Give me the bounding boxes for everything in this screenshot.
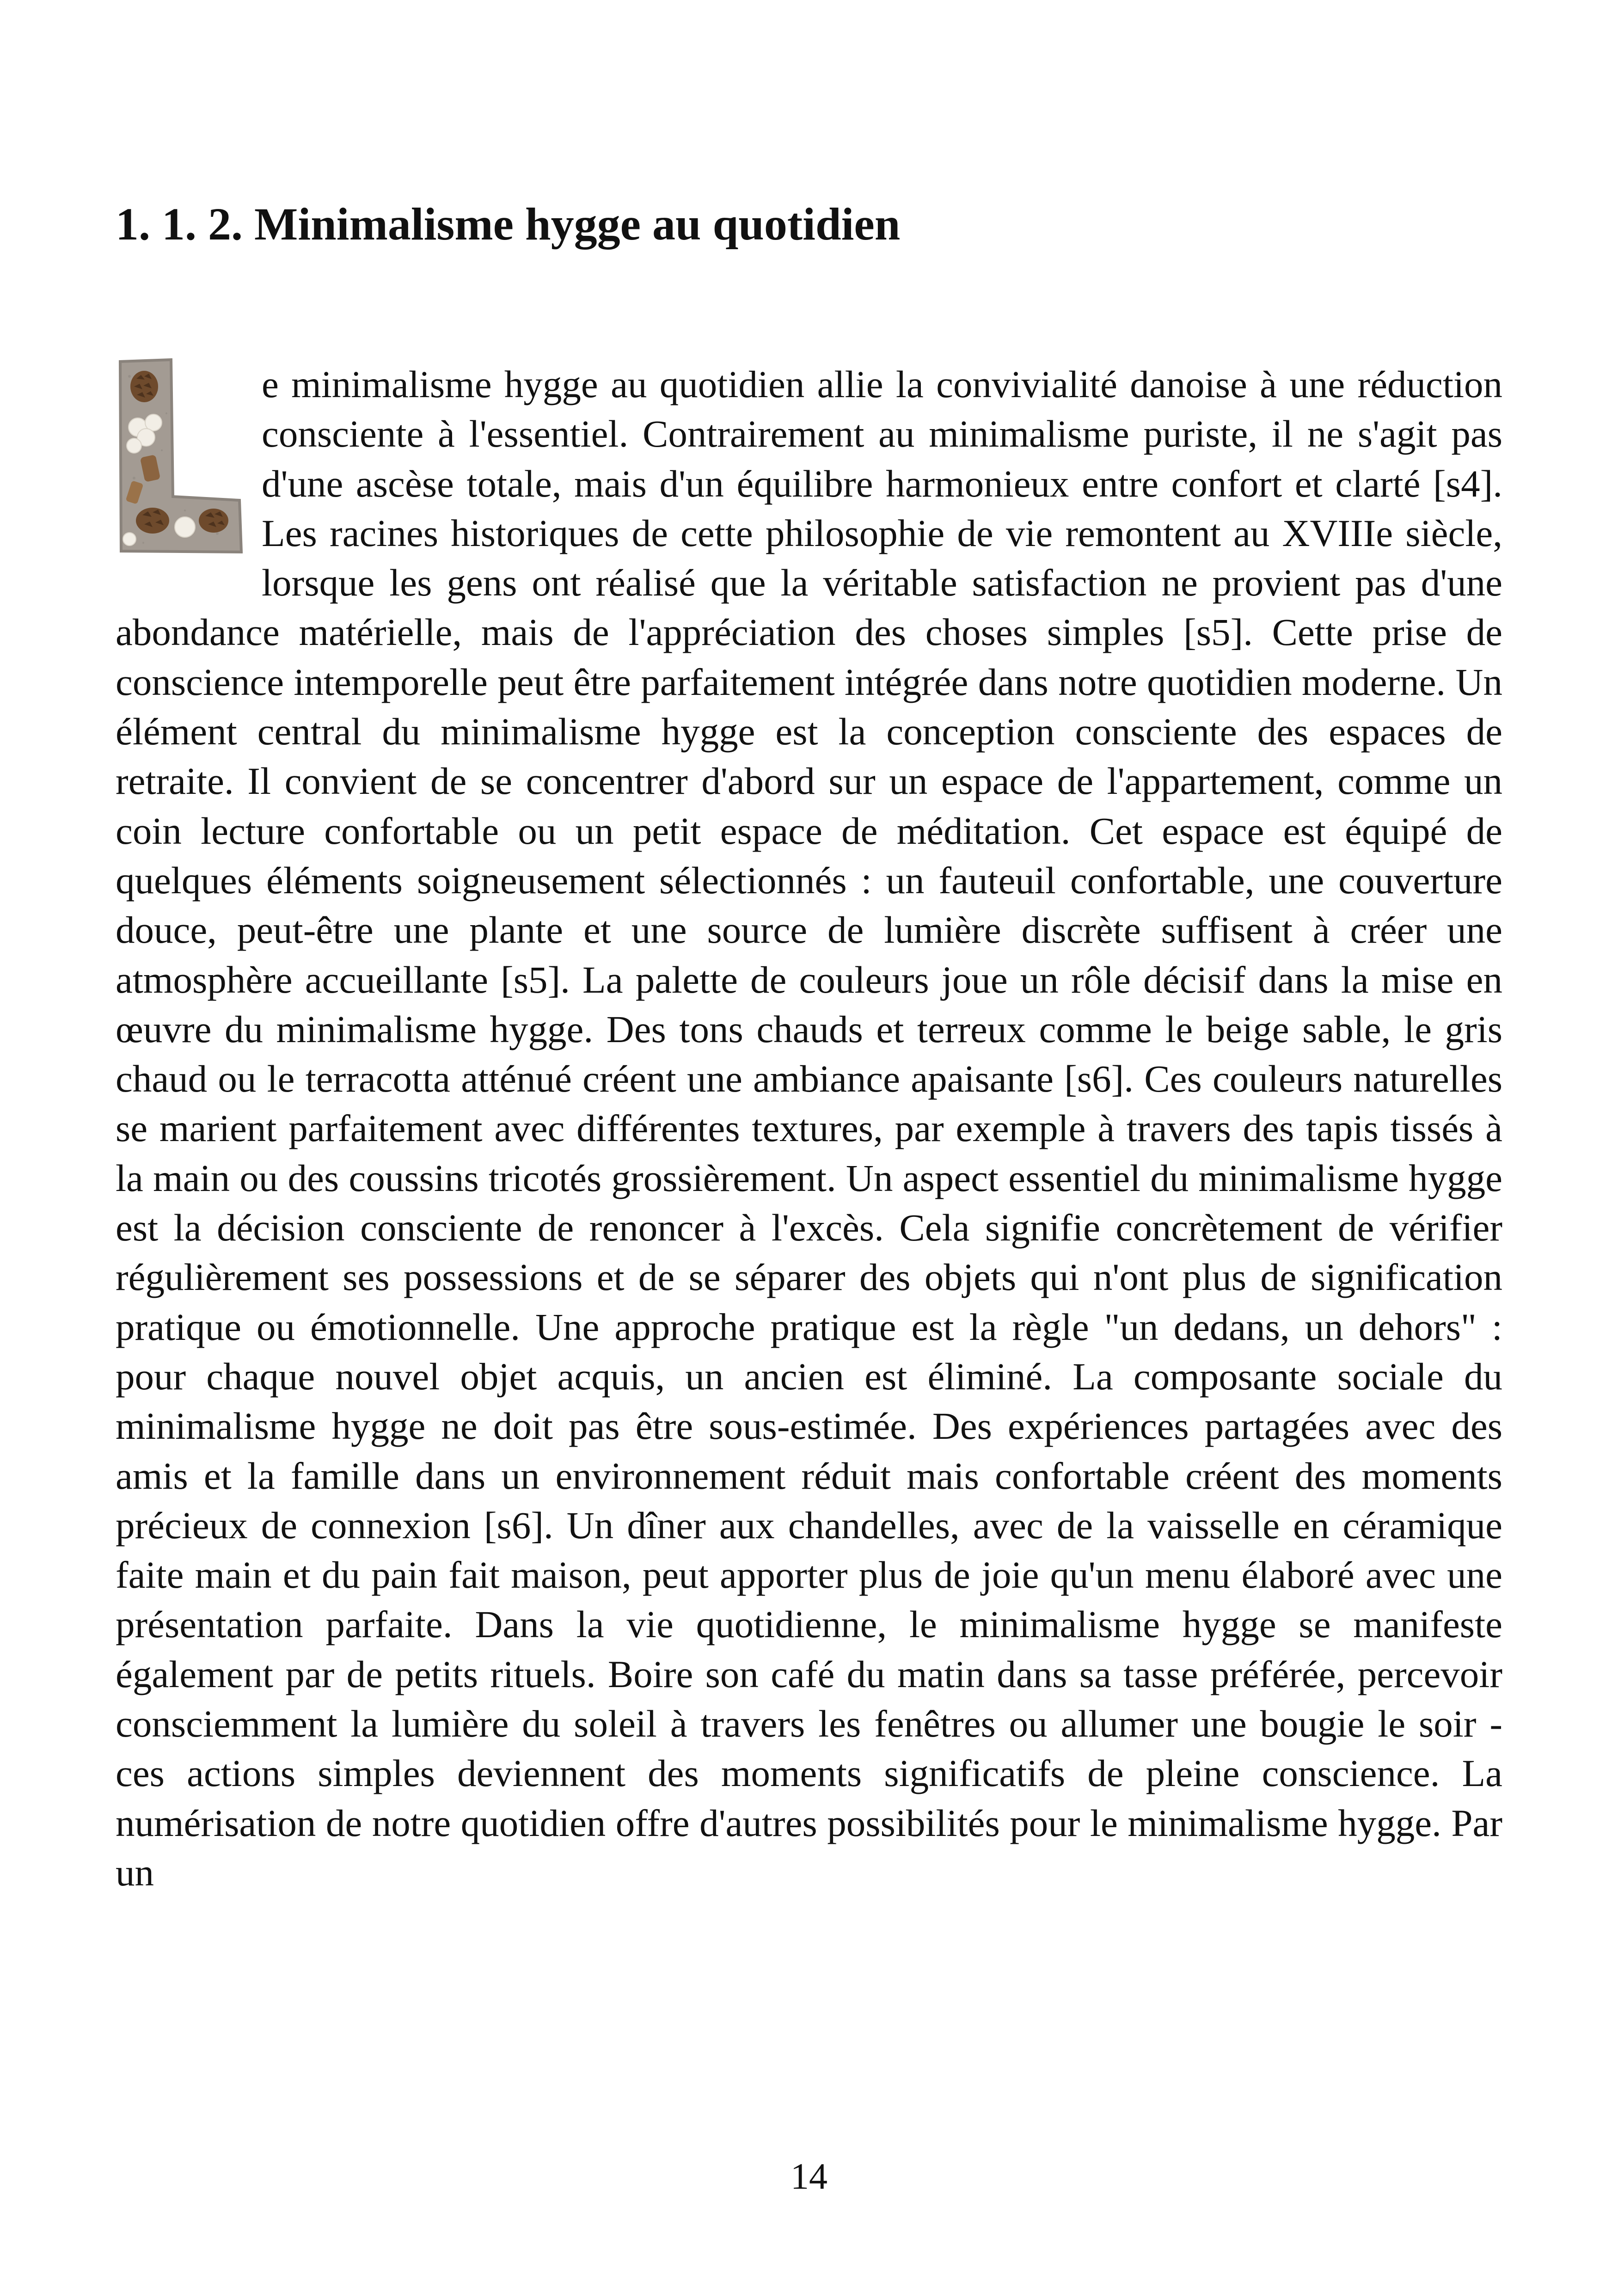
section-heading: 1. 1. 2. Minimalisme hygge au quotidien: [116, 198, 901, 250]
body-paragraph: [116, 360, 1502, 1897]
paragraph-text: e minimalisme hygge au quotidien allie la convivialité danoise à une réduction consciente à l'essentiel. Contrairement au minimalisme puriste, il ne s'agit pas d'une ascèse totale, mais d'un équilibre harmonieux entre confort et clarté [s4]. Les racines historiques de cette philosophie de vie remontent au XVIIIe siècle, lorsque les gens ont réalisé que la véritable satisfaction ne provient pas d'une abondance matérielle, mais de l'appréciation des choses simples [s5]. Cette prise de conscience intemporelle peut être parfaitement intégrée dans notre quotidien moderne. Un élément central du minimalisme hygge est la conception consciente des espaces de retraite. Il convient de se concentrer d'abord sur un espace de l'appartement, comme un coin lecture confortable ou un petit espace de méditation. Cet espace est équipé de quelques éléments soigneusement sélectionnés : un fauteuil confortable, une couverture douce, peut-être une plante et une source de lumière discrète suffisent à créer une atmosphère accueillante [s5]. La palette de couleurs joue un rôle décisif dans la mise en œuvre du minimalisme hygge. Des tons chauds et terreux comme le beige sable, le gris chaud ou le terracotta atténué créent une ambiance apaisante [s6]. Ces couleurs naturelles se marient parfaitement avec différentes textures, par exemple à travers des tapis tissés à la main ou des coussins tricotés grossièrement. Un aspect essentiel du minimalisme hygge est la décision consciente de renoncer à l'excès. Cela signifie concrètement de vérifier régulièrement ses possessions et de se séparer des objets qui n'ont plus de signification pratique ou émotionnelle. Une approche pratique est la règle "un dedans, un dehors" : pour chaque nouvel objet acquis, un ancien est éliminé. La composante sociale du minimalisme hygge ne doit pas être sous-estimée. Des expériences partagées avec des amis et la famille dans un environnement réduit mais confortable créent des moments précieux de connexion [s6]. Un dîner aux chandelles, avec de la vaisselle en céramique faite main et du pain fait maison, peut apporter plus de joie qu'un menu élaboré avec une présentation parfaite. Dans la vie quotidienne, le minimalisme hygge se manifeste également par de petits rituels. Boire son café du matin dans sa tasse préférée, percevoir consciemment la lumière du soleil à travers les fenêtres ou allumer une bougie le soir - ces actions simples deviennent des moments significatifs de pleine conscience. La numérisation de notre quotidien offre d'autres possibilités pour le minimalisme hygge. Par un: [116, 363, 1502, 1894]
drop-cap: [116, 358, 259, 561]
page-number: 14: [791, 2156, 827, 2197]
felt-letter-l-with-pinecones-and-cotton-icon: [116, 358, 243, 554]
